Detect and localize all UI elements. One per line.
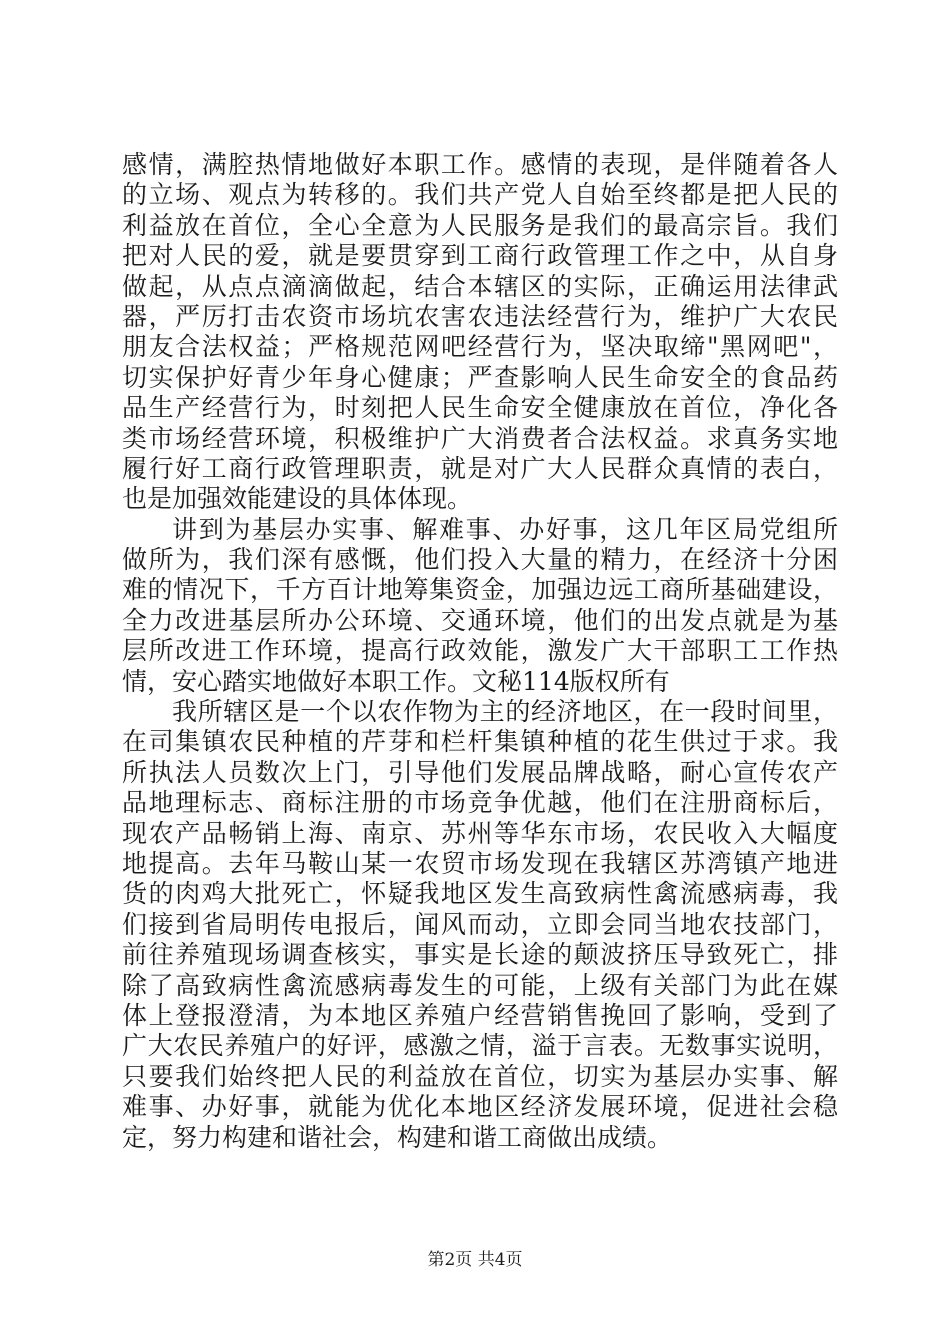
text-line: 全力改进基层所办公环境、交通环境，他们的出发点就是为基 [122,605,838,635]
text-line: 在司集镇农民种植的芹芽和栏杆集镇种植的花生供过于求。我 [122,727,838,757]
text-line: 所执法人员数次上门，引导他们发展品牌战略，耐心宣传农产 [122,757,838,787]
text-line: 前往养殖现场调查核实，事实是长途的颠波挤压导致死亡，排 [122,940,838,970]
text-line: 品地理标志、商标注册的市场竞争优越，他们在注册商标后， [122,788,838,818]
text-line: 讲到为基层办实事、解难事、办好事，这几年区局党组所 [172,514,838,544]
page-footer: 第2页 共4页 [427,1250,523,1270]
text-line: 情，安心踏实地做好本职工作。文秘114版权所有 [122,666,670,696]
text-line: 货的肉鸡大批死亡，怀疑我地区发生高致病性禽流感病毒，我 [122,879,838,909]
text-line: 难事、办好事，就能为优化本地区经济发展环境，促进社会稳 [122,1092,838,1122]
text-line: 难的情况下，千方百计地筹集资金，加强边远工商所基础建设， [122,575,838,605]
text-line: 做所为，我们深有感慨，他们投入大量的精力，在经济十分困 [122,545,838,575]
text-line: 只要我们始终把人民的利益放在首位，切实为基层办实事、解 [122,1061,838,1091]
paragraph [122,150,838,515]
text-line: 层所改进工作环境，提高行政效能，激发广大干部职工工作热 [122,636,838,666]
text-line: 体上登报澄清，为本地区养殖户经营销售挽回了影响，受到了 [122,1000,838,1030]
text-line: 履行好工商行政管理职责，就是对广大人民群众真情的表白， [122,453,838,483]
text-line: 朋友合法权益；严格规范网吧经营行为，坚决取缔"黑网吧"， [122,332,838,362]
text-line: 类市场经营环境，积极维护广大消费者合法权益。求真务实地 [122,423,838,453]
text-line: 品生产经营行为，时刻把人民生命安全健康放在首位，净化各 [122,393,838,423]
text-line: 我所辖区是一个以农作物为主的经济地区，在一段时间里， [172,697,838,727]
text-line: 除了高致病性禽流感病毒发生的可能，上级有关部门为此在媒 [122,970,838,1000]
text-line: 器，严厉打击农资市场坑农害农违法经营行为，维护广大农民 [122,301,838,331]
document-body [122,150,838,1153]
text-line: 利益放在首位，全心全意为人民服务是我们的最高宗旨。我们 [122,210,838,240]
text-line: 切实保护好青少年身心健康；严查影响人民生命安全的食品药 [122,362,838,392]
paragraph [122,515,838,697]
text-line: 做起，从点点滴滴做起，结合本辖区的实际，正确运用法律武 [122,271,838,301]
text-line: 地提高。去年马鞍山某一农贸市场发现在我辖区苏湾镇产地进 [122,848,838,878]
text-line: 定，努力构建和谐社会，构建和谐工商做出成绩。 [122,1122,673,1152]
text-line: 现农产品畅销上海、南京、苏州等华东市场，农民收入大幅度 [122,818,838,848]
text-line: 的立场、观点为转移的。我们共产党人自始至终都是把人民的 [122,180,838,210]
text-line: 也是加强效能建设的具体体现。 [122,484,473,514]
text-line: 感情，满腔热情地做好本职工作。感情的表现，是伴随着各人 [122,150,838,179]
text-line: 把对人民的爱，就是要贯穿到工商行政管理工作之中，从自身 [122,241,838,271]
text-line: 们接到省局明传电报后，闻风而动，立即会同当地农技部门， [122,909,838,939]
text-line: 广大农民养殖户的好评，感激之情，溢于言表。无数事实说明， [122,1031,838,1061]
paragraph [122,697,838,1153]
